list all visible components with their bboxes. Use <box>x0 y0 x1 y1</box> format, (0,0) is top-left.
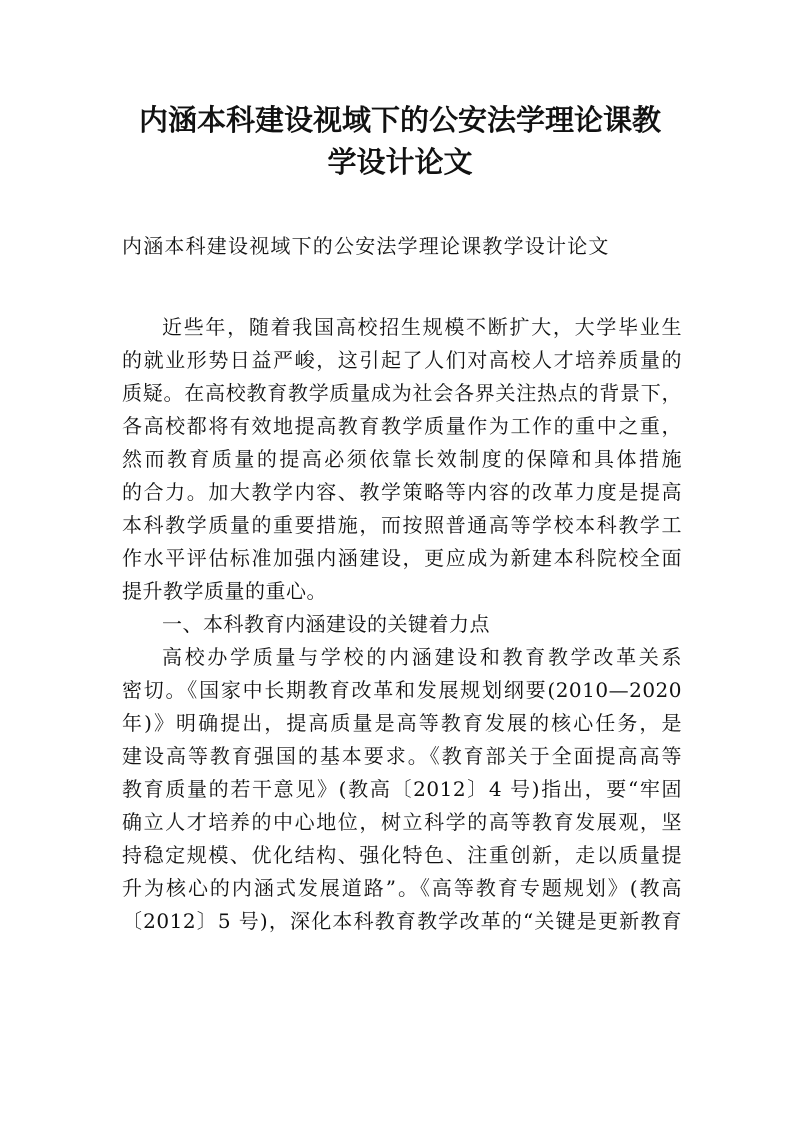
body-line: 密切。《国家中长期教育改革和发展规划纲要(2010—2020 <box>122 678 682 702</box>
document-title-line-1: 内涵本科建设视域下的公安法学理论课教 <box>138 103 661 137</box>
body-line: 提升教学质量的重心。 <box>122 579 327 603</box>
body-line: 〔2012〕5 号)，深化本科教育教学改革的“关键是更新教育 <box>122 909 682 933</box>
body-line: 教育质量的若干意见》(教高〔2012〕4 号)指出，要“牢固 <box>122 777 682 801</box>
body-line: 然而教育质量的提高必须依靠长效制度的保障和具体措施 <box>122 447 682 471</box>
body-line: 确立人才培养的中心地位，树立科学的高等教育发展观，坚 <box>122 810 682 834</box>
body-line: 高校办学质量与学校的内涵建设和教育教学改革关系 <box>162 645 682 669</box>
body-line: 本科教学质量的重要措施，而按照普通高等学校本科教学工 <box>122 513 682 537</box>
body-line: 升为核心的内涵式发展道路”。《高等教育专题规划》(教高 <box>122 876 682 900</box>
body-line: 各高校都将有效地提高教育教学质量作为工作的重中之重， <box>122 414 682 438</box>
document-subtitle: 内涵本科建设视域下的公安法学理论课教学设计论文 <box>122 234 610 258</box>
document-title-line-2: 学设计论文 <box>327 145 473 179</box>
body-line: 的就业形势日益严峻，这引起了人们对高校人才培养质量的 <box>122 348 682 372</box>
body-line: 建设高等教育强国的基本要求。《教育部关于全面提高高等 <box>122 744 682 768</box>
body-line: 持稳定规模、优化结构、强化特色、注重创新，走以质量提 <box>122 843 682 867</box>
body-line: 近些年，随着我国高校招生规模不断扩大，大学毕业生 <box>162 315 682 339</box>
body-line: 作水平评估标准加强内涵建设，更应成为新建本科院校全面 <box>122 546 682 570</box>
body-line: 的合力。加大教学内容、教学策略等内容的改革力度是提高 <box>122 480 682 504</box>
body-line: 年)》明确提出，提高质量是高等教育发展的核心任务，是 <box>122 711 682 735</box>
body-line: 质疑。在高校教育教学质量成为社会各界关注热点的背景下， <box>122 381 682 405</box>
section-heading: 一、本科教育内涵建设的关键着力点 <box>162 612 490 636</box>
